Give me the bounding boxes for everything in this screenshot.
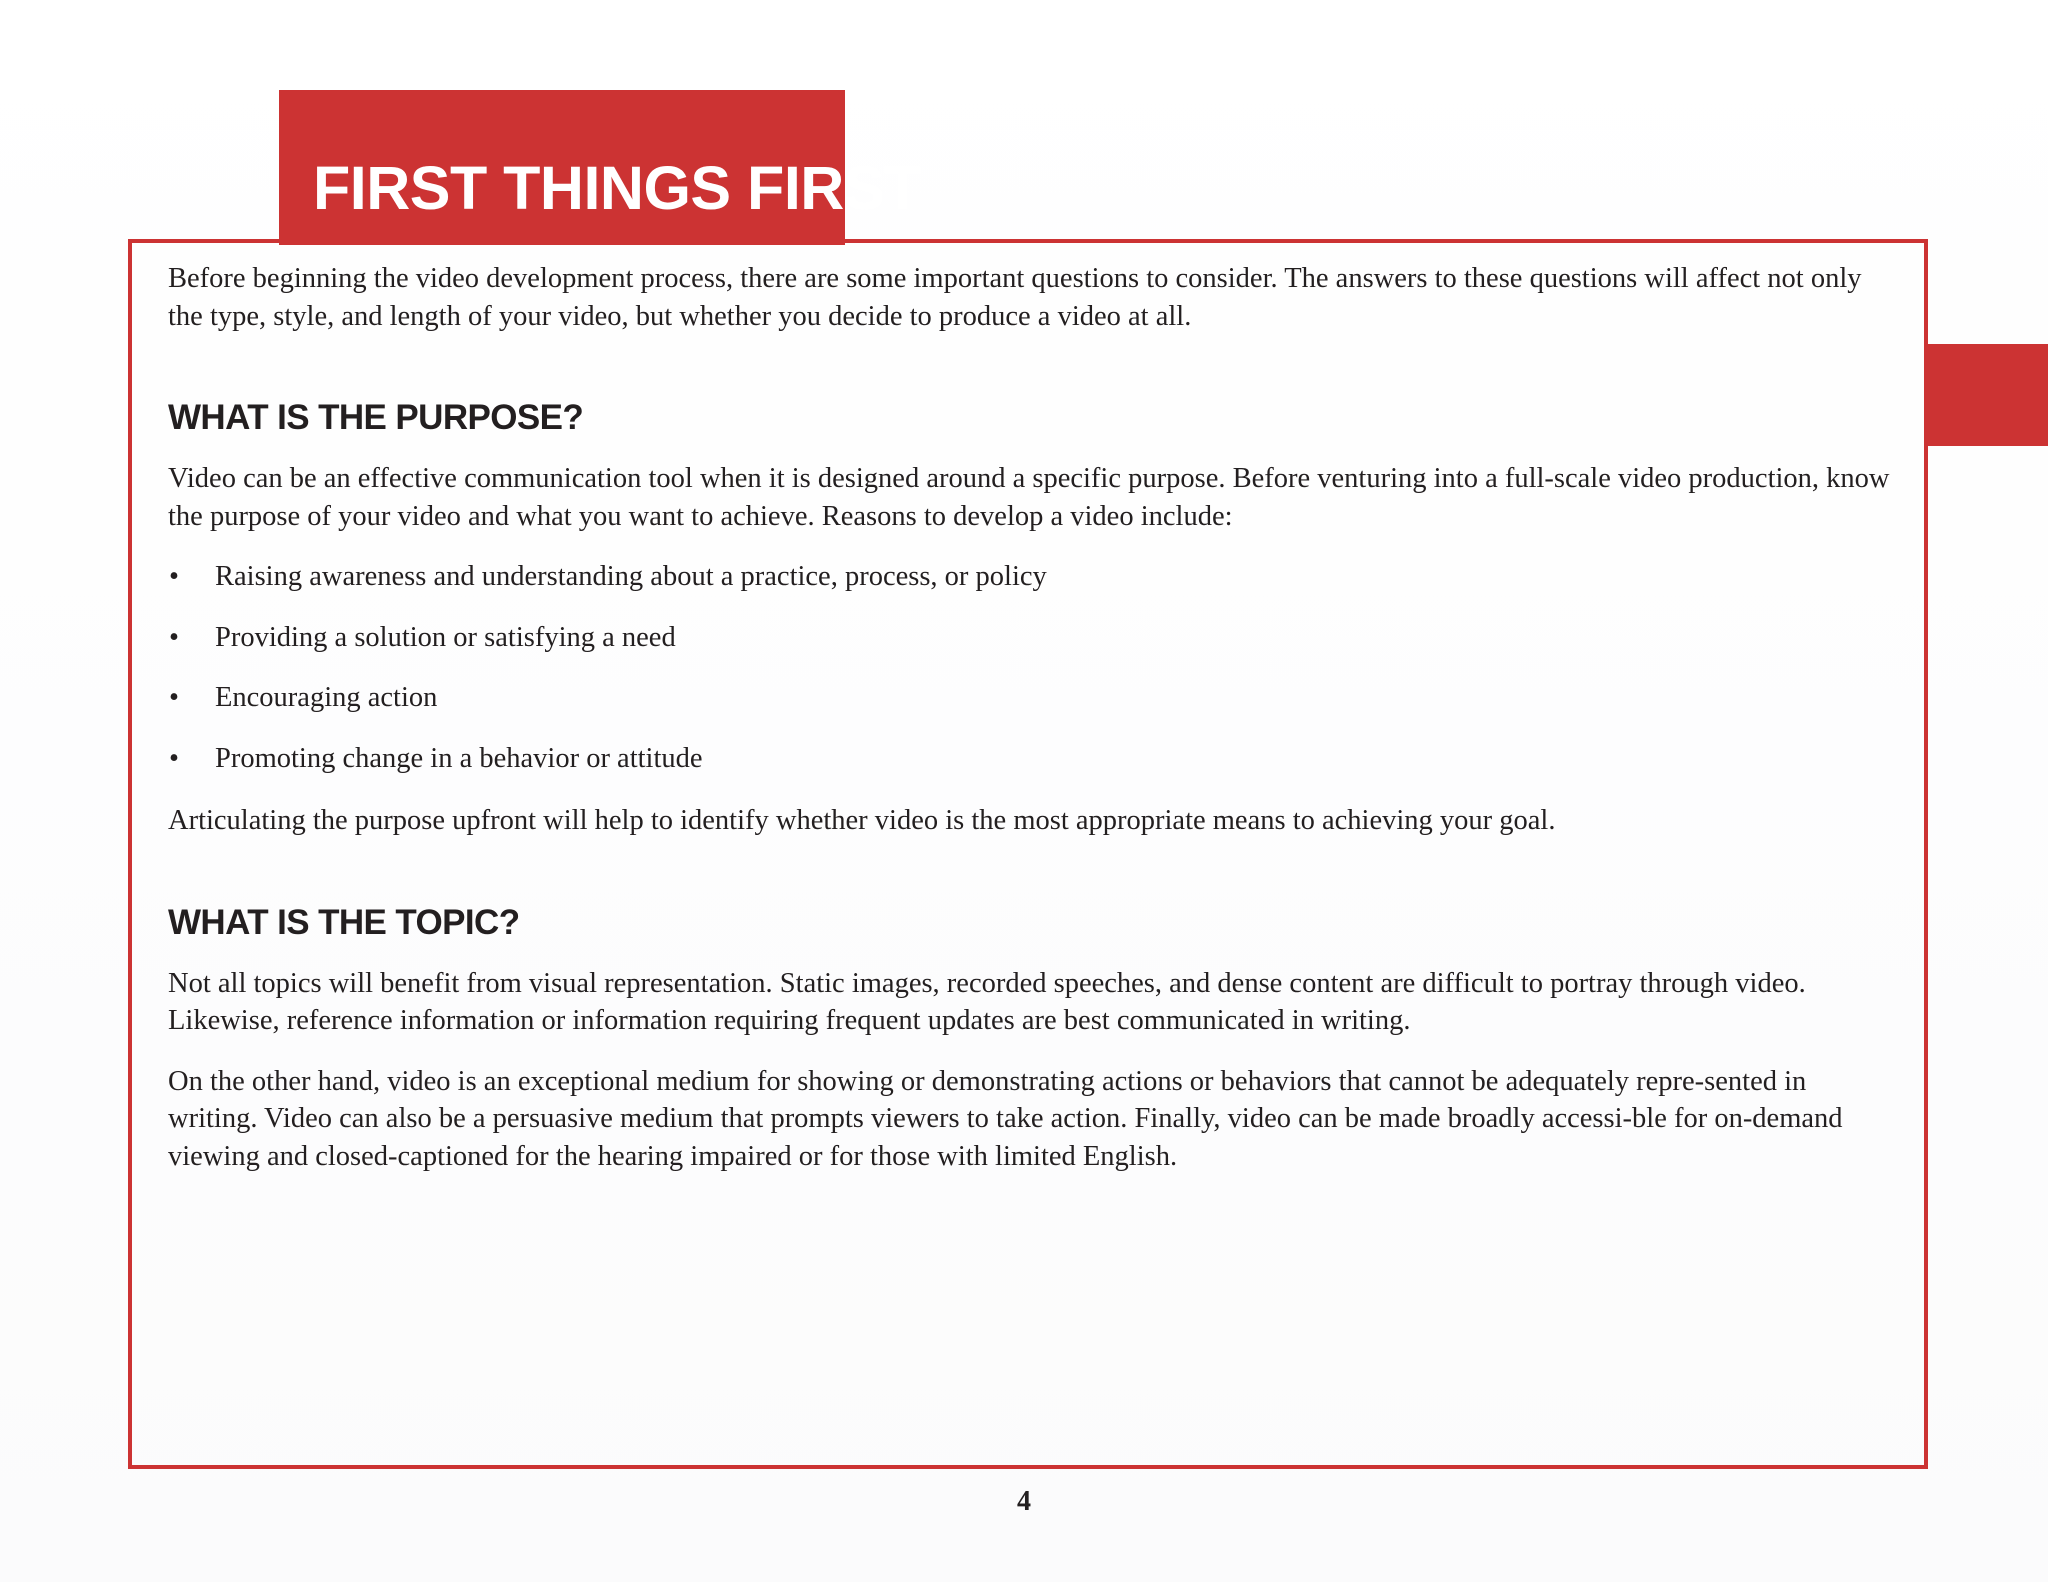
topic-heading: WHAT IS THE TOPIC? [168,902,520,942]
bullet-icon: • [169,742,179,774]
list-item-text: Raising awareness and understanding about a practice, process, or policy [215,561,1047,592]
purpose-closing-paragraph: Articulating the purpose upfront will help to identify whether video is the most appropriate means to achieving your goal. [168,805,1556,836]
side-tab-marker [1928,344,2048,446]
topic-paragraph-2: On the other hand, video is an exceptional medium for showing or demonstrating actions or behaviors that cannot be adequately repre-sented in writing. Video can also be a persuasive medium that prompts viewers to take action. Finally, video can be made broadly accessi-ble for on-demand viewing and closed-captioned for the hearing impaired or for those with limited English. [168,1065,1843,1172]
bullet-icon: • [169,682,179,713]
intro-paragraph: Before beginning the video development process, there are some important questions to consider. The answers to these questions will affect not only the type, style, and length of your video, but whether you decide to produce a video at all. [168,263,1862,332]
list-item [168,679,1898,717]
purpose-heading: WHAT IS THE PURPOSE? [168,398,584,437]
list-item [168,740,1898,778]
topic-paragraph-1: Not all topics will benefit from visual representation. Static images, recorded speeches, and dense content are difficult to portray through video. Likewise, reference information or information requiring frequent updates are best communicated in writing. [168,967,1806,1036]
list-item-text: Providing a solution or satisfying a need [215,621,676,653]
bullet-icon: • [169,561,179,592]
list-item [168,619,1898,657]
page-number: 4 [1017,1486,1031,1517]
list-item-text: Encouraging action [215,682,438,713]
content-body [168,260,1898,1175]
purpose-paragraph: Video can be an effective communication tool when it is designed around a specific purpose. Before venturing into a full-scale video production, know the purpose of your video and what you want to achieve. Reasons to develop a video include: [168,463,1890,532]
page-title: FIRST THINGS FIRST [279,90,845,245]
purpose-bullet-list [168,558,1898,777]
list-item [168,558,1898,596]
bullet-icon: • [169,621,179,653]
list-item-text: Promoting change in a behavior or attitude [215,742,703,774]
